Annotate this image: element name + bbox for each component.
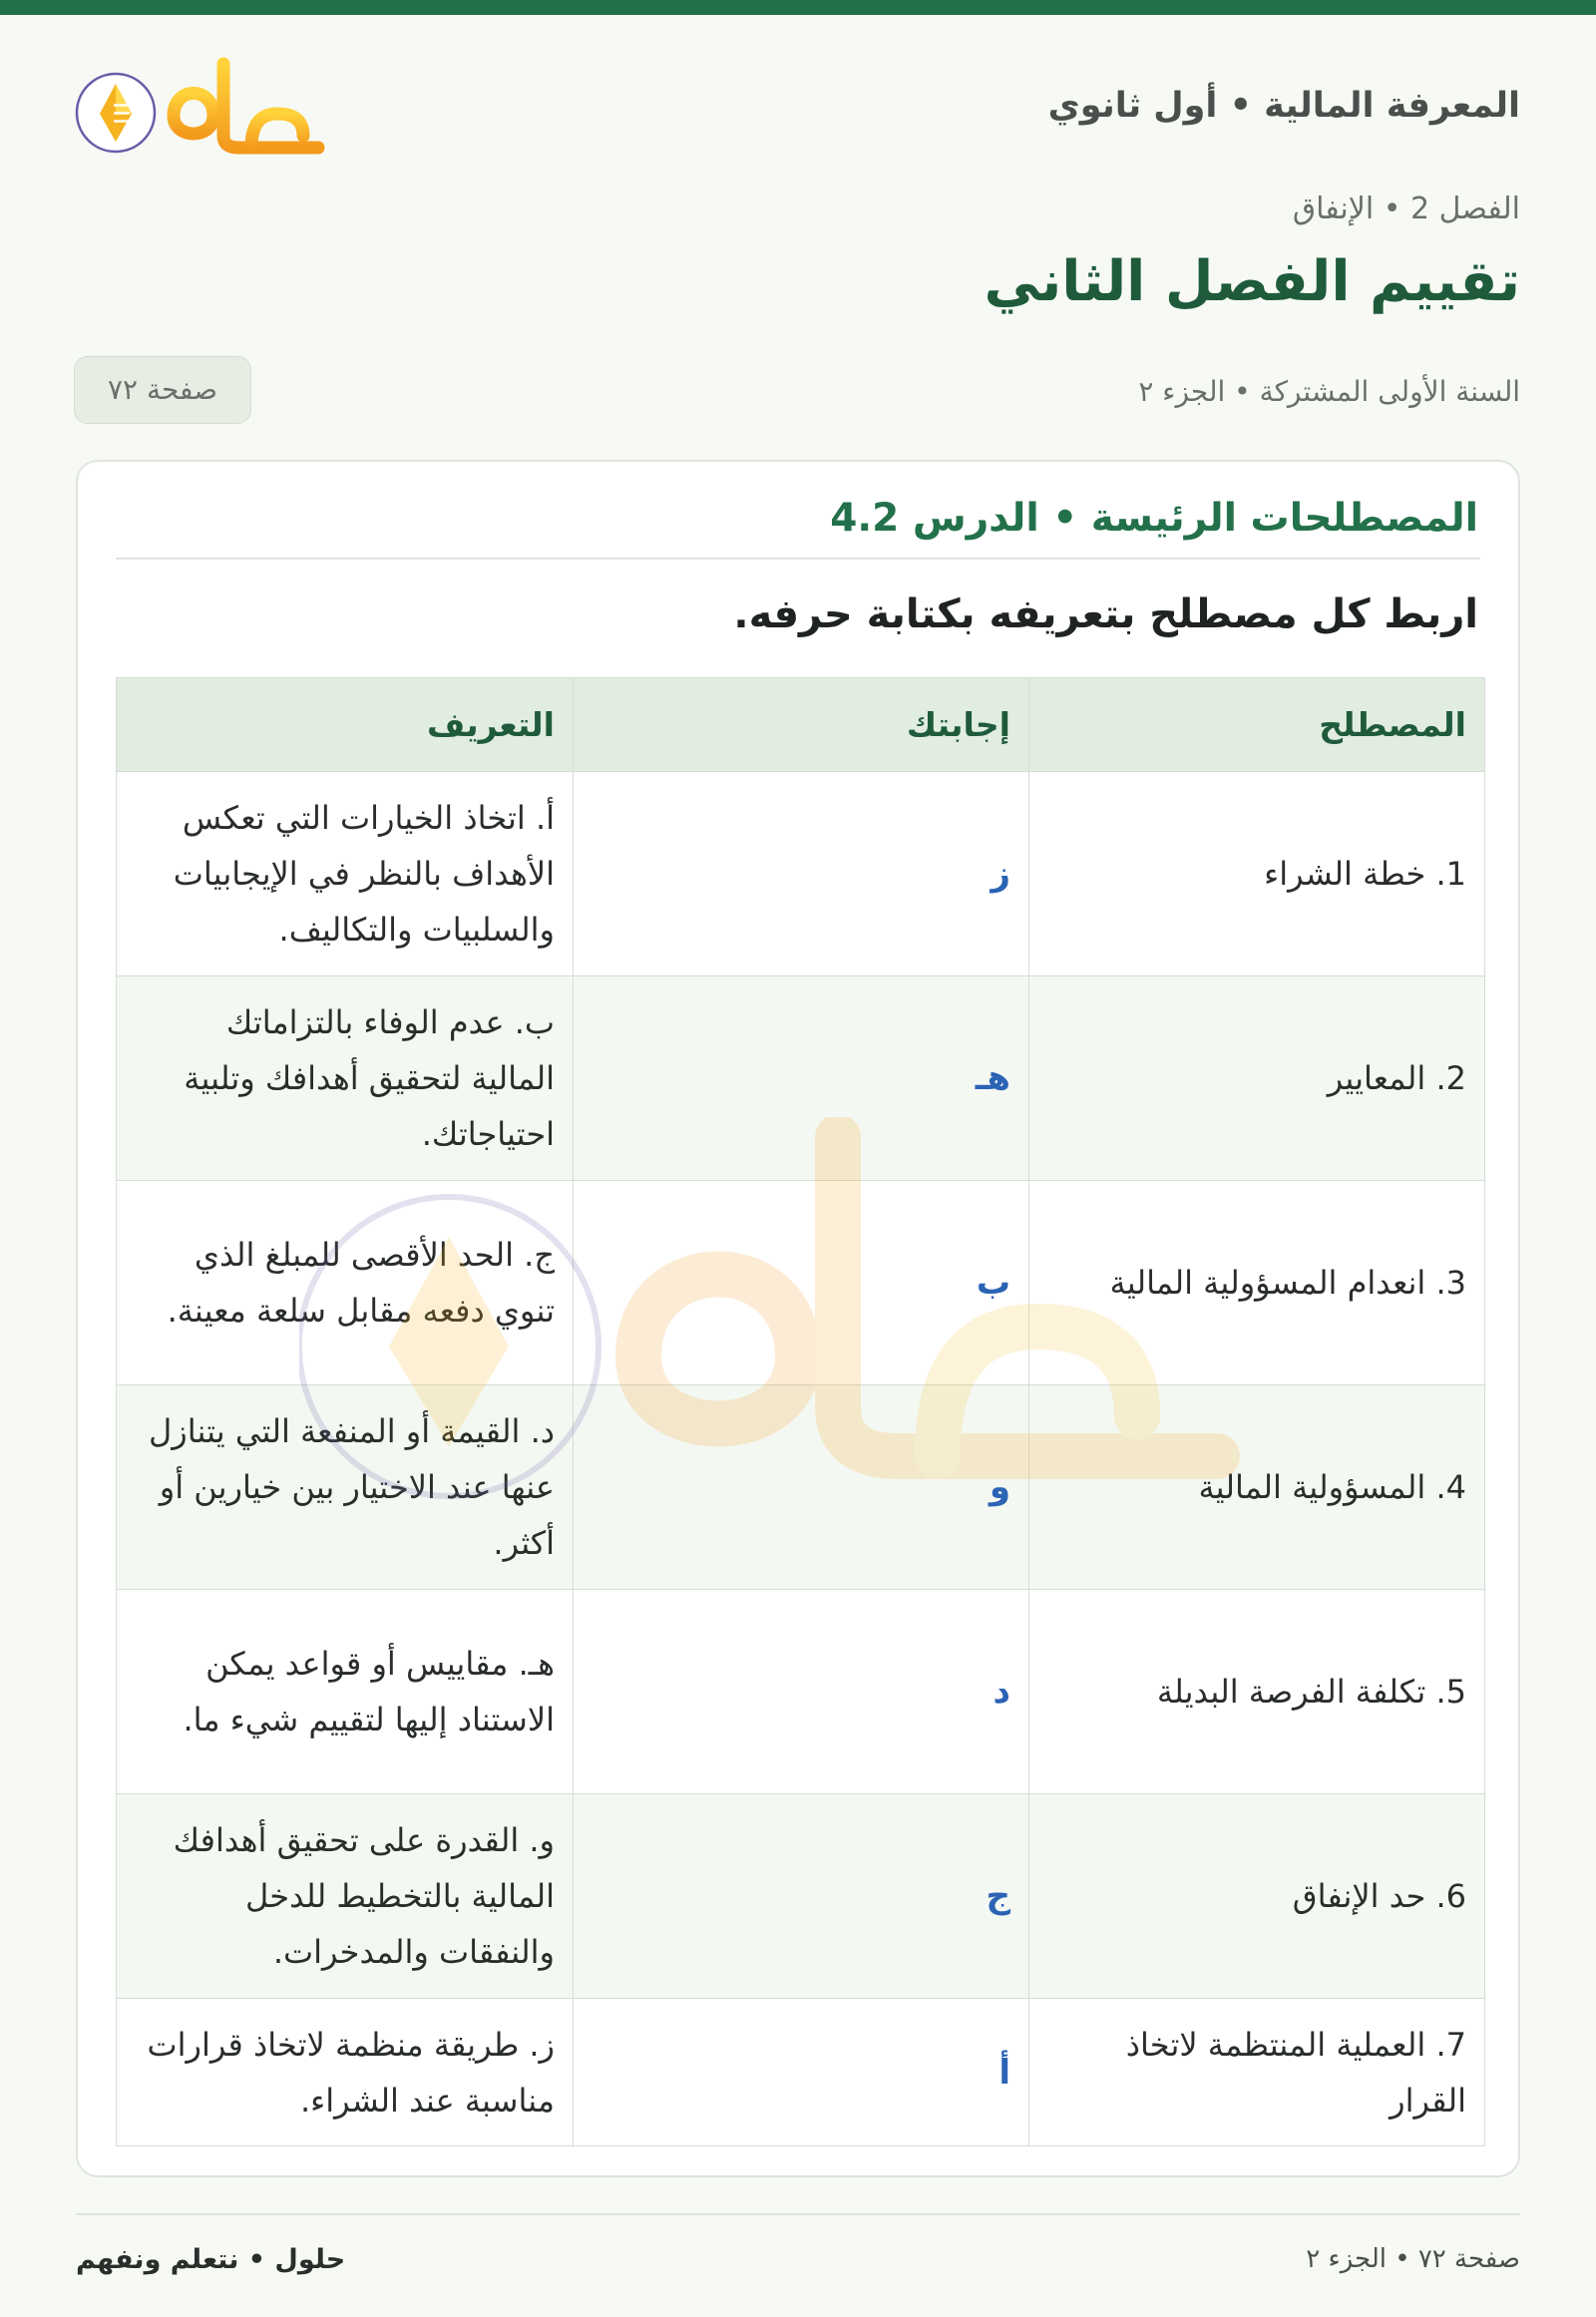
top-accent-bar [0,0,1596,15]
hulul-logo [74,56,333,160]
instruction-text: اربط كل مصطلح بتعريفه بكتابة حرفه. [733,591,1478,637]
answer-cell: و [574,1385,1029,1590]
answer-cell: ب [574,1181,1029,1385]
definition-cell: ب. عدم الوفاء بالتزاماتك المالية لتحقيق أهدافك وتلبية احتياجاتك. [117,976,574,1181]
term-cell: 4. المسؤولية المالية [1029,1385,1485,1590]
table-row [117,1590,1485,1794]
table-row [117,1385,1485,1590]
definition-cell: ج. الحد الأقصى للمبلغ الذي تنوي دفعه مقابل سلعة معينة. [117,1181,574,1385]
book-label: السنة الأولى المشتركة • الجزء ٢ [1138,375,1520,408]
footer-page-info: صفحة ٧٢ • الجزء ٢ [1306,2244,1520,2274]
subject-title: المعرفة المالية • أول ثانوي [1047,86,1520,126]
definition-cell: د. القيمة أو المنفعة التي يتنازل عنها عند الاختيار بين خيارين أو أكثر. [117,1385,574,1590]
definition-cell: أ. اتخاذ الخيارات التي تعكس الأهداف بالنظر في الإيجابيات والسلبيات والتكاليف. [117,772,574,976]
chapter-label: الفصل 2 • الإنفاق [1292,192,1520,226]
term-cell: 7. العملية المنتظمة لاتخاذ القرار [1029,1999,1485,2146]
table-row [117,1794,1485,1999]
answer-cell: أ [574,1999,1029,2146]
terms-table [116,677,1485,2146]
column-header-definition: التعريف [117,678,574,772]
term-cell: 2. المعايير [1029,976,1485,1181]
answer-cell: د [574,1590,1029,1794]
table-header-row [117,678,1485,772]
footer-divider [76,2213,1520,2215]
page-header [74,56,1520,160]
page-badge: صفحة ٧٢ [74,356,251,424]
term-cell: 1. خطة الشراء [1029,772,1485,976]
term-cell: 3. انعدام المسؤولية المالية [1029,1181,1485,1385]
term-cell: 5. تكلفة الفرصة البديلة [1029,1590,1485,1794]
answer-cell: ز [574,772,1029,976]
answer-cell: هـ [574,976,1029,1181]
logo-graphic [74,56,333,160]
term-cell: 6. حد الإنفاق [1029,1794,1485,1999]
card-divider [116,558,1480,560]
page-title: تقييم الفصل الثاني [984,249,1520,314]
key-terms-card [76,460,1520,2177]
column-header-answer: إجابتك [574,678,1029,772]
table-row [117,1181,1485,1385]
definition-cell: هـ. مقاييس أو قواعد يمكن الاستناد إليها لتقييم شيء ما. [117,1590,574,1794]
definition-cell: ز. طريقة منظمة لاتخاذ قرارات مناسبة عند الشراء. [117,1999,574,2146]
footer-brand: حلول • نتعلم ونفهم [76,2244,346,2275]
table-row [117,1999,1485,2146]
table-row [117,976,1485,1181]
definition-cell: و. القدرة على تحقيق أهدافك المالية بالتخطيط للدخل والنفقات والمدخرات. [117,1794,574,1999]
table-row [117,772,1485,976]
column-header-term: المصطلح [1029,678,1485,772]
answer-cell: ج [574,1794,1029,1999]
card-title: المصطلحات الرئيسة • الدرس 4.2 [830,496,1478,541]
